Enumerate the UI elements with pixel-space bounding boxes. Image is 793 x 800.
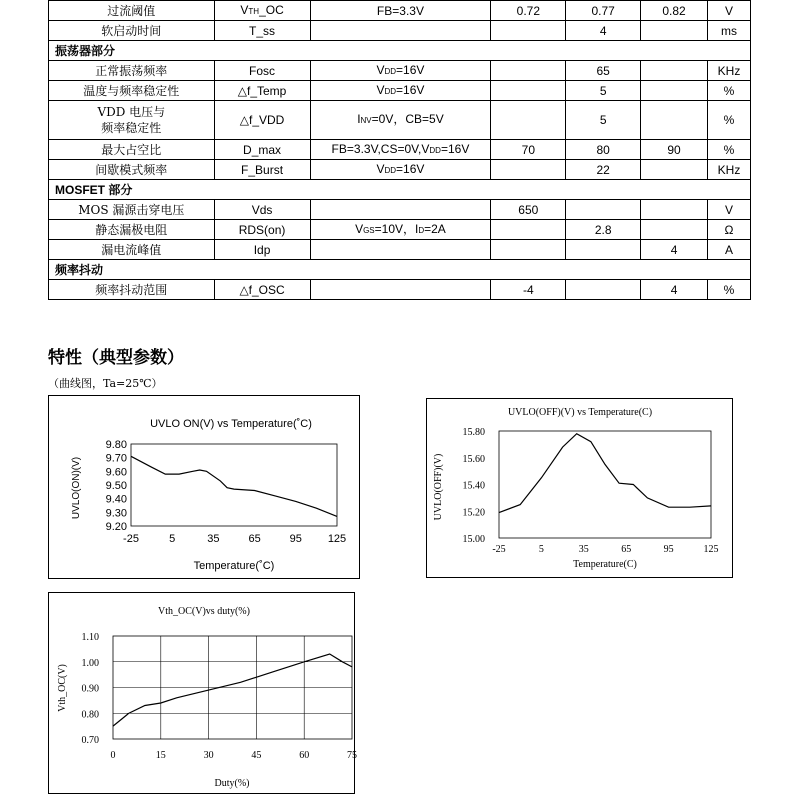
param-condition: [310, 280, 491, 300]
chart-vth-oc: [48, 592, 355, 794]
y-tick-label: 15.80: [462, 427, 485, 438]
param-name-line2: 频率稳定性: [101, 121, 162, 135]
x-tick-label: 15: [155, 750, 166, 761]
param-condition: [310, 240, 491, 260]
table-row: [49, 240, 751, 260]
param-max: [641, 81, 708, 101]
x-tick-label: 0: [110, 750, 116, 761]
param-symbol: RDS(on): [214, 220, 310, 240]
y-tick-label: 9.60: [105, 466, 127, 479]
x-tick-label: 5: [538, 544, 544, 555]
y-tick-label: 0.90: [81, 683, 99, 695]
param-symbol: VTH_OC: [214, 1, 310, 21]
x-tick-label: 35: [578, 544, 589, 555]
section-heading: 频率抖动: [49, 260, 751, 280]
x-tick-label: 65: [621, 544, 632, 555]
param-condition: FB=3.3V,CS=0V,VDD=16V: [310, 140, 491, 160]
table-row: [49, 61, 751, 81]
y-tick-label: 0.70: [81, 735, 99, 746]
x-tick-label: 75: [347, 750, 357, 761]
param-symbol: Vds: [214, 200, 310, 220]
y-tick-labels: [106, 439, 127, 533]
param-symbol: △f_VDD: [214, 101, 310, 140]
spec-table: [48, 0, 751, 300]
param-min: 0.72: [491, 1, 566, 21]
chart-title: Vth_OC(V)vs duty(%): [158, 606, 250, 617]
param-condition: VDD=16V: [310, 160, 491, 180]
x-tick-label: 95: [289, 533, 302, 545]
param-min: [491, 101, 566, 140]
param-typ: [566, 280, 641, 300]
param-name: 间歇模式频率: [49, 160, 215, 180]
param-max: 4: [641, 280, 708, 300]
chart-title: UVLO(OFF)(V) vs Temperature(C): [507, 407, 653, 418]
y-tick-label: 9.40: [105, 493, 127, 506]
chart-uvlo-on: [48, 395, 360, 579]
param-symbol: △f_Temp: [214, 81, 310, 101]
param-unit: %: [708, 101, 751, 140]
x-tick-labels: [111, 750, 358, 761]
y-tick-label: 15.20: [462, 507, 485, 519]
x-tick-label: 95: [663, 544, 674, 555]
x-axis-label: Temperature(˚C): [193, 560, 275, 572]
param-symbol: D_max: [214, 140, 310, 160]
y-tick-label: 1.00: [81, 657, 99, 669]
x-tick-labels: [123, 533, 346, 545]
param-min: [491, 160, 566, 180]
y-tick-label: 15.40: [462, 480, 485, 492]
param-name: 漏电流峰值: [49, 240, 215, 260]
param-min: [491, 220, 566, 240]
param-min: 650: [491, 200, 566, 220]
param-name: 静态漏极电阻: [49, 220, 215, 240]
param-max: 0.82: [641, 1, 708, 21]
param-min: 70: [491, 140, 566, 160]
param-max: [641, 21, 708, 41]
section-heading: 振荡器部分: [49, 41, 751, 61]
param-name: 频率抖动范围: [49, 280, 215, 300]
param-typ: 5: [566, 101, 641, 140]
param-unit: V: [708, 200, 751, 220]
param-unit: A: [708, 240, 751, 260]
param-symbol: T_ss: [214, 21, 310, 41]
param-unit: %: [708, 81, 751, 101]
param-max: 4: [641, 240, 708, 260]
table-row: [49, 200, 751, 220]
param-unit: ms: [708, 21, 751, 41]
x-tick-label: 125: [327, 533, 347, 545]
param-condition: VGS=10V，ID=2A: [310, 220, 491, 240]
grid: [113, 636, 352, 739]
y-axis-label: UVLO(OFF)(V): [433, 453, 444, 521]
param-max: [641, 101, 708, 140]
param-max: 90: [641, 140, 708, 160]
x-tick-labels: [492, 544, 718, 555]
x-axis-label: Duty(%): [214, 778, 250, 789]
param-symbol: Idp: [214, 240, 310, 260]
y-axis-label: UVLO(ON)(V): [71, 456, 82, 520]
table-row: [49, 220, 751, 240]
param-unit: KHz: [708, 61, 751, 81]
table-row: [49, 101, 751, 140]
table-row: [49, 1, 751, 21]
y-axis-label: Vth_OC(V): [57, 664, 68, 712]
param-name: 正常振荡频率: [49, 61, 215, 81]
section-row-jitter: [49, 260, 751, 280]
param-max: [641, 220, 708, 240]
param-condition: FB=3.3V: [310, 1, 491, 21]
param-name: 温度与频率稳定性: [49, 81, 215, 101]
table-row: [49, 81, 751, 101]
y-tick-label: 15.00: [462, 534, 485, 545]
x-tick-label: 5: [169, 533, 176, 545]
param-unit: V: [708, 1, 751, 21]
chart-uvlo-on-svg: [49, 396, 359, 578]
param-name: MOS 漏源击穿电压: [49, 200, 215, 220]
param-typ: 2.8: [566, 220, 641, 240]
x-tick-label: 35: [207, 533, 220, 545]
x-axis-label: Temperature(C): [573, 559, 637, 570]
y-tick-label: 0.80: [81, 709, 99, 721]
y-tick-label: 9.50: [105, 480, 127, 492]
param-typ: 65: [566, 61, 641, 81]
table-row: [49, 140, 751, 160]
param-symbol: △f_OSC: [214, 280, 310, 300]
param-min: [491, 240, 566, 260]
param-unit: Ω: [708, 220, 751, 240]
param-unit: KHz: [708, 160, 751, 180]
chart-vth-oc-svg: [49, 593, 357, 793]
param-min: -4: [491, 280, 566, 300]
param-typ: 4: [566, 21, 641, 41]
param-max: [641, 200, 708, 220]
chart-title: UVLO ON(V) vs Temperature(˚C): [150, 418, 312, 430]
curve-note: （曲线图，Ta=25℃）: [48, 377, 163, 390]
param-condition: VDD=16V: [310, 61, 491, 81]
section-heading: MOSFET 部分: [49, 180, 751, 200]
param-unit: %: [708, 280, 751, 300]
param-name: 最大占空比: [49, 140, 215, 160]
series-line: [499, 434, 711, 513]
param-typ: 0.77: [566, 1, 641, 21]
param-condition: [310, 200, 491, 220]
x-tick-label: 30: [203, 750, 214, 761]
x-tick-label: 60: [299, 750, 310, 761]
param-typ: [566, 200, 641, 220]
x-tick-label: 65: [248, 533, 261, 545]
x-tick-label: -25: [123, 533, 139, 545]
x-tick-label: -25: [492, 544, 506, 555]
param-condition: VDD=16V: [310, 81, 491, 101]
param-min: [491, 81, 566, 101]
section-title: 特性（典型参数）: [48, 348, 184, 368]
param-name: 过流阈值: [49, 1, 215, 21]
x-tick-label: 45: [251, 750, 262, 761]
series-line: [113, 654, 352, 726]
param-symbol: F_Burst: [214, 160, 310, 180]
param-min: [491, 21, 566, 41]
section-row-mosfet: [49, 180, 751, 200]
x-tick-label: 125: [703, 544, 719, 555]
y-tick-label: 9.30: [105, 507, 127, 520]
param-name-line1: VDD 电压与: [97, 105, 166, 119]
plot-frame: [131, 444, 337, 526]
table-row: [49, 160, 751, 180]
param-symbol: Fosc: [214, 61, 310, 81]
param-typ: 5: [566, 81, 641, 101]
section-row-oscillator: [49, 41, 751, 61]
param-max: [641, 61, 708, 81]
param-name: 软启动时间: [49, 21, 215, 41]
series-line: [131, 456, 337, 516]
chart-uvlo-off-svg: [427, 399, 732, 577]
param-unit: %: [708, 140, 751, 160]
param-condition: INV=0V，CB=5V: [310, 101, 491, 140]
param-condition: [310, 21, 491, 41]
param-typ: 80: [566, 140, 641, 160]
table-row: [49, 21, 751, 41]
chart-uvlo-off: [426, 398, 733, 578]
param-min: [491, 61, 566, 81]
y-tick-labels: [463, 427, 486, 545]
plot-frame: [499, 431, 711, 538]
y-tick-label: 9.70: [105, 452, 127, 465]
param-max: [641, 160, 708, 180]
y-tick-label: 9.80: [105, 439, 127, 451]
param-typ: 22: [566, 160, 641, 180]
y-tick-labels: [82, 632, 100, 746]
y-tick-label: 15.60: [462, 453, 485, 465]
table-row: [49, 280, 751, 300]
param-name: [49, 101, 215, 140]
y-tick-label: 1.10: [81, 632, 99, 643]
y-tick-label: 9.20: [105, 521, 127, 533]
param-typ: [566, 240, 641, 260]
